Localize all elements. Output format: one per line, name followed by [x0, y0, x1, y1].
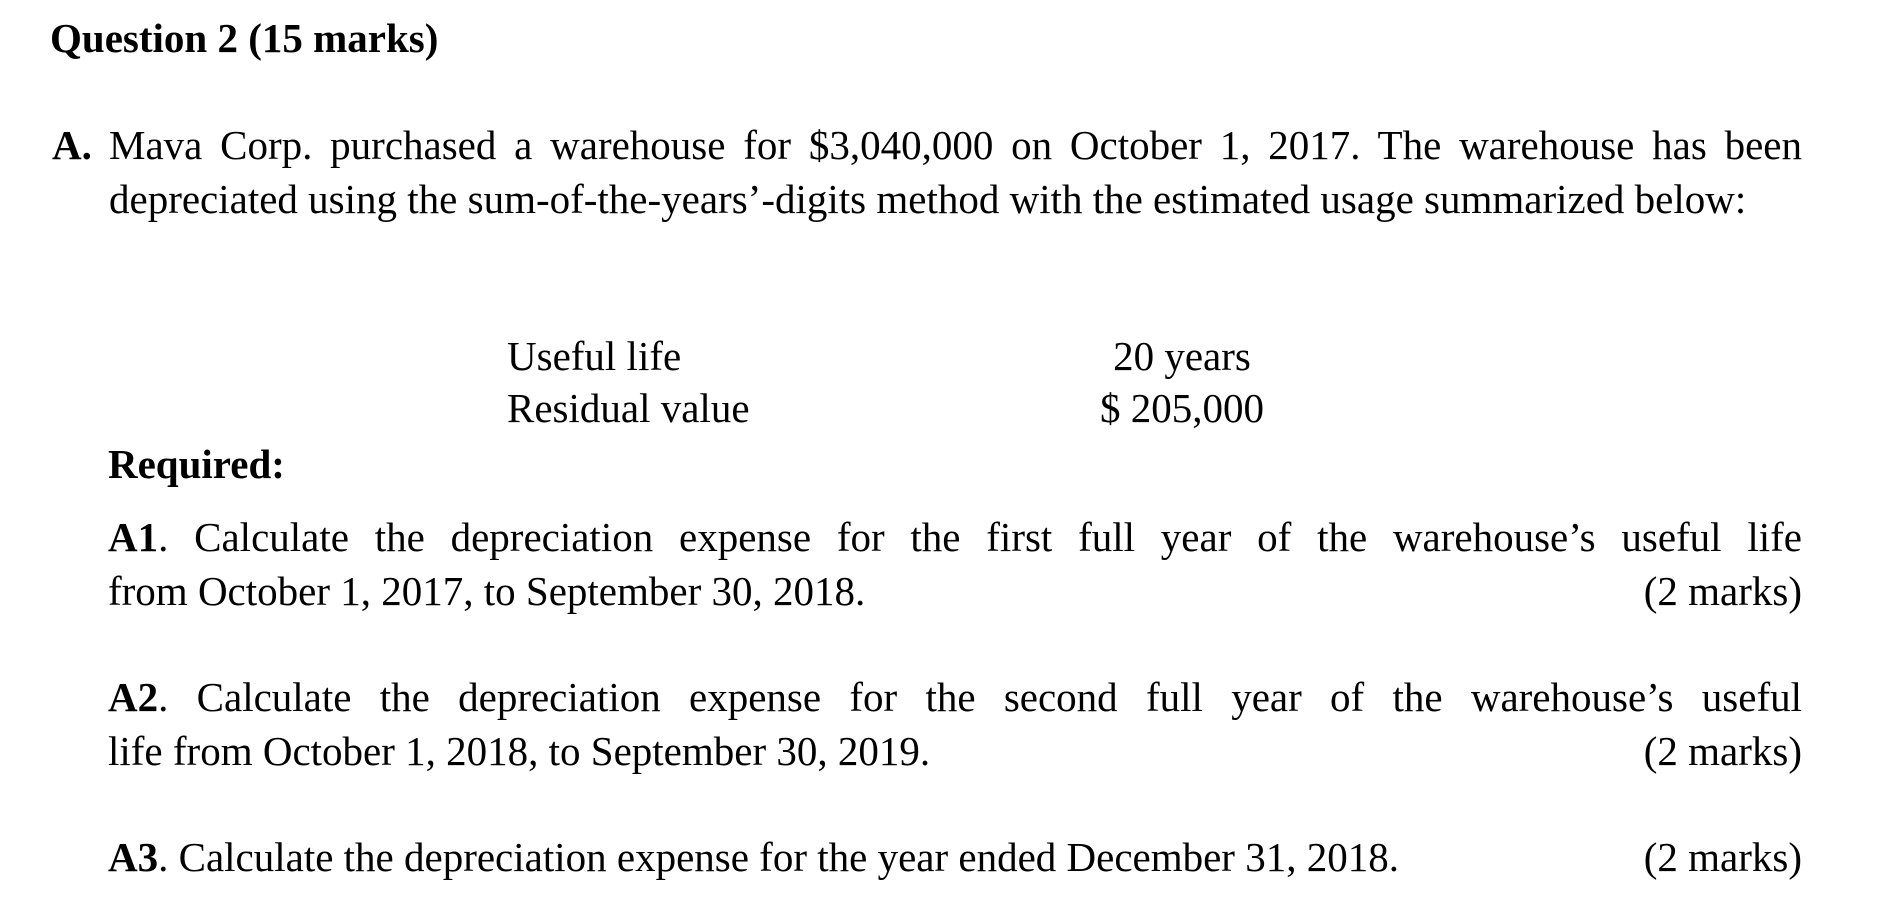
part-a-text: Mava Corp. purchased a warehouse for $3,040,000 on October 1, 2017. The warehouse has been depreciated using the sum-of-the-years’-digits method with the estimated usage summarized below: [109, 122, 1802, 222]
usage-row-useful-life [507, 330, 1297, 382]
usage-table [507, 330, 1297, 434]
usage-value: 20 years [1113, 333, 1251, 379]
question-a1-line1 [108, 510, 1802, 564]
question-heading: Question 2 (15 marks) [50, 15, 439, 61]
required-heading: Required: [108, 441, 285, 487]
part-a-paragraph [52, 118, 1802, 226]
question-a3-text: . Calculate the depreciation expense for the year ended December 31, 2018. [158, 834, 1399, 880]
question-a2-line2 [108, 724, 1802, 778]
question-a1 [108, 510, 1802, 618]
question-a2 [108, 670, 1802, 778]
usage-label: Residual value [507, 385, 750, 431]
usage-label: Useful life [507, 333, 682, 379]
question-a3-id: A3 [108, 834, 159, 880]
question-a3-marks: (2 marks) [1643, 834, 1802, 880]
question-a1-id: A1 [108, 514, 159, 560]
question-a2-line1 [108, 670, 1802, 724]
question-a3-line1 [108, 830, 1399, 884]
question-a3 [108, 830, 1802, 884]
part-a-label: A. [52, 122, 92, 168]
question-a1-line2 [108, 564, 1802, 618]
question-a1-text-cont: from October 1, 2017, to September 30, 2018. [108, 568, 866, 614]
question-a2-id: A2 [108, 674, 159, 720]
question-a1-marks: (2 marks) [1643, 568, 1802, 614]
usage-row-residual-value [507, 382, 1297, 434]
usage-value: $ 205,000 [1100, 385, 1264, 431]
question-a2-marks: (2 marks) [1643, 728, 1802, 774]
question-a2-text-cont: life from October 1, 2018, to September 30, 2019. [108, 728, 931, 774]
question-a1-text: . Calculate the depreciation expense for the first full year of the warehouse’s useful life [158, 514, 1802, 560]
question-a2-text: . Calculate the depreciation expense for the second full year of the warehouse’s useful [158, 674, 1802, 720]
